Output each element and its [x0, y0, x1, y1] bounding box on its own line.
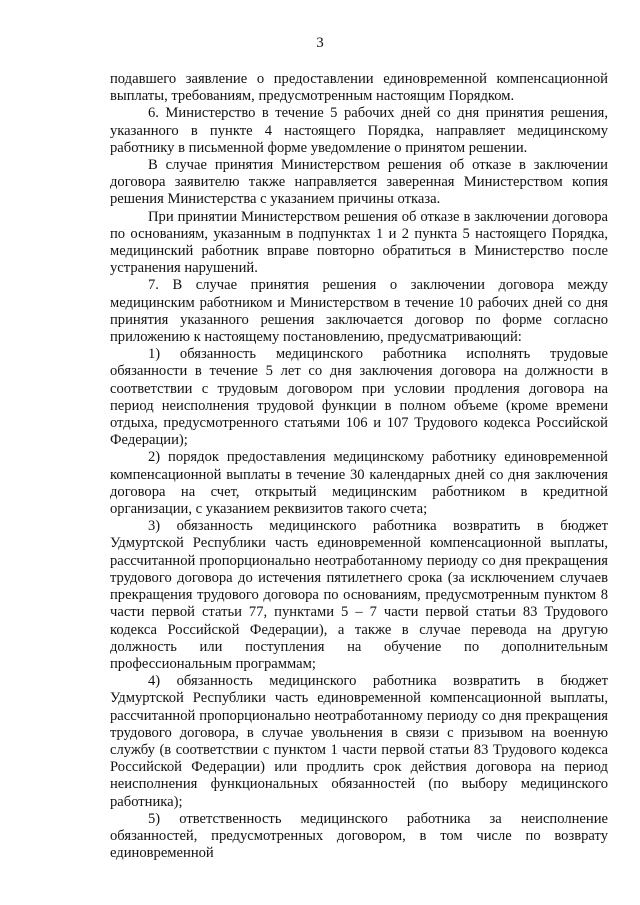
paragraph-subitem-4: 4) обязанность медицинского работника возвратить в бюджет Удмуртской Республики часть единовременной компенсационной выплаты, рассчитанной пропорционально неотработанному периоду со дня прекращения трудового договора, в случае увольнения в связи с призывом на военную службу (в соответствии с пунктом 1 части первой статьи 83 Трудового кодекса Российской Федерации) или продлить срок действия договора на период неисполнения функциональных обязанностей (по выбору медицинского работника); — [110, 673, 608, 810]
paragraph-subitem-1: 1) обязанность медицинского работника исполнять трудовые обязанности в течение 5 лет со дня заключения договора на должности в соответствии с трудовым договором при условии продления договора на период неисполнения трудовой функции в полном объеме (кроме времени отдыха, предусмотренного статьями 106 и 107 Трудового кодекса Российской Федерации); — [110, 346, 608, 449]
document-body — [110, 71, 608, 862]
paragraph-subitem-2: 2) порядок предоставления медицинскому работнику единовременной компенсационной выплаты в течение 30 календарных дней со дня заключения договора на счет, открытый медицинским работником в кредитной организации, с указанием реквизитов такого счета; — [110, 449, 608, 518]
paragraph-refusal-copy: В случае принятия Министерством решения об отказе в заключении договора заявителю также направляется заверенная Министерством копия решения Министерства с указанием причины отказа. — [110, 157, 608, 208]
paragraph-item-7: 7. В случае принятия решения о заключении договора между медицинским работником и Министерством в течение 10 рабочих дней со дня принятия указанного решения заключается договор по форме согласно приложению к настоящему постановлению, предусматривающий: — [110, 277, 608, 346]
paragraph-item-6: 6. Министерство в течение 5 рабочих дней со дня принятия решения, указанного в пункте 4 настоящего Порядка, направляет медицинскому работнику в письменной форме уведомление о принятом решении. — [110, 105, 608, 156]
paragraph-continuation: подавшего заявление о предоставлении единовременной компенсационной выплаты, требованиям, предусмотренным настоящим Порядком. — [110, 71, 608, 105]
paragraph-subitem-3: 3) обязанность медицинского работника возвратить в бюджет Удмуртской Республики часть единовременной компенсационной выплаты, рассчитанной пропорционально неотработанному периоду со дня прекращения трудового договора до истечения пятилетнего срока (за исключением случаев прекращения трудового договора по основаниям, предусмотренным пунктом 8 части первой статьи 77, пунктами 5 – 7 части первой статьи 83 Трудового кодекса Российской Федерации), а также в случае перевода на другую должность или поступления на обучение по дополнительным профессиональным программам; — [110, 518, 608, 672]
page-number: 3 — [316, 35, 324, 51]
paragraph-subitem-5: 5) ответственность медицинского работника за неисполнение обязанностей, предусмотренных договором, в том числе по возврату единовременной — [110, 810, 608, 862]
paragraph-repeat-application: При принятии Министерством решения об отказе в заключении договора по основаниям, указанным в подпунктах 1 и 2 пункта 5 настоящего Порядка, медицинский работник вправе повторно обратиться в Министерство после устранения нарушений. — [110, 208, 608, 277]
